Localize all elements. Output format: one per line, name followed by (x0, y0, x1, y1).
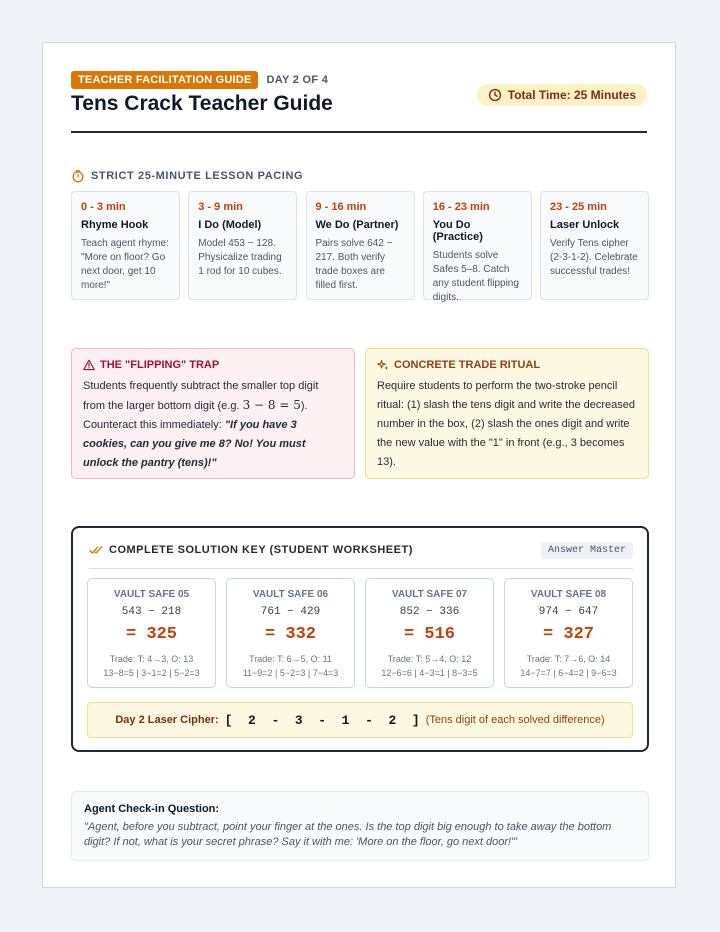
safe-trade (88, 652, 215, 680)
phase-time: 9 - 16 min (315, 201, 367, 213)
phase-desc: Verify Tens cipher (2-3-1-2). Celebrate successful trades! (550, 238, 638, 277)
trap-heading (83, 359, 343, 371)
pacing-timeline (71, 191, 649, 303)
safe-problem: 852 − 336 (399, 606, 460, 618)
phase-desc: Model 453 − 128. Physicalize trading 1 rod for 10 cubes. (198, 238, 282, 277)
vault-safe-card (504, 578, 633, 688)
pacing-card (188, 191, 297, 300)
answer-master-tag: Answer Master (541, 542, 633, 559)
vault-safe-card (87, 578, 216, 688)
trade-steps: 11−9=2 | 5−2=3 | 7−4=3 (242, 668, 339, 678)
phase-name: I Do (Model) (198, 219, 262, 231)
ritual-heading (377, 359, 637, 371)
sparkle-icon (377, 359, 389, 371)
solution-key-heading (89, 544, 413, 556)
pacing-title: STRICT 25-MINUTE LESSON PACING (91, 170, 304, 182)
phase-name: You Do (Practice) (432, 219, 483, 243)
check-in-question: "Agent, before you subtract, point your finger at the ones. Is the top digit big enough to take away the bottom digit? If not, what is your secret phrase? Say it with me: 'More on the floor, go next door!'" (84, 821, 612, 848)
trap-text-2: ). Counteract this immediately: (83, 400, 308, 431)
safe-answer: = 516 (403, 625, 455, 644)
phase-name: Laser Unlock (550, 219, 620, 231)
trap-math: 3 − 8 = 5 (242, 398, 301, 412)
page-title: Tens Crack Teacher Guide (71, 92, 333, 115)
phase-time: 0 - 3 min (81, 201, 126, 213)
safe-problem: 761 − 429 (260, 606, 321, 618)
pacing-card (423, 191, 532, 303)
trap-text-1: Students frequently subtract the smaller top digit from the larger bottom digit (e.g. (83, 380, 319, 412)
total-time-label: Total Time: 25 Minutes (507, 88, 636, 102)
trade-line: Trade: T: 5→4, O: 12 (387, 654, 472, 664)
check-in-label: Agent Check-in Question: (84, 803, 220, 815)
trade-steps: 13−8=5 | 3−1=2 | 5−2=3 (103, 668, 200, 678)
safe-answer: = 325 (125, 625, 177, 644)
trade-steps: 12−6=6 | 4−3=1 | 8−3=5 (381, 668, 478, 678)
vault-safe-card (365, 578, 494, 688)
trap-quote: "If you have 3 cookies, can you give me 8? No! You must unlock the pantry (tens)!" (83, 419, 306, 469)
phase-time: 16 - 23 min (432, 201, 490, 213)
safe-name: VAULT SAFE 07 (391, 589, 468, 600)
flipping-trap-callout (71, 348, 355, 479)
page-header (71, 71, 647, 133)
cipher-code: [ 2 - 3 - 1 - 2 ] (224, 712, 420, 728)
guide-page (42, 42, 676, 888)
safe-problem: 543 − 218 (121, 606, 182, 618)
total-time-pill (477, 84, 647, 106)
pacing-card (540, 191, 649, 300)
vault-safe-card (226, 578, 355, 688)
safe-answer: = 327 (542, 625, 594, 644)
pacing-card (306, 191, 415, 300)
phase-time: 3 - 9 min (198, 201, 243, 213)
clock-icon (488, 88, 502, 102)
phase-desc: Students solve Safes 5–8. Catch any student flipping digits. (432, 250, 519, 303)
cipher-label: Day 2 Laser Cipher: (115, 714, 219, 726)
safe-trade (366, 652, 493, 680)
vault-safes (87, 578, 633, 688)
safe-problem: 974 − 647 (538, 606, 599, 618)
safe-name: VAULT SAFE 05 (113, 589, 190, 600)
trade-line: Trade: T: 7→6, O: 14 (526, 654, 611, 664)
guide-type-badge: TEACHER FACILITATION GUIDE (71, 71, 258, 89)
phase-desc: Pairs solve 642 − 217. Both verify trade boxes are filled first. (315, 238, 393, 291)
trade-line: Trade: T: 6→5, O: 11 (249, 654, 332, 664)
safe-name: VAULT SAFE 08 (530, 589, 607, 600)
phase-time: 23 - 25 min (550, 201, 607, 213)
header-meta (71, 71, 328, 89)
stopwatch-icon (71, 169, 85, 183)
pacing-card (71, 191, 180, 300)
key-divider (89, 568, 633, 569)
trade-steps: 14−7=7 | 6−4=2 | 9−6=3 (520, 668, 617, 678)
cipher-note: (Tens digit of each solved difference) (425, 714, 605, 726)
safe-name: VAULT SAFE 06 (252, 589, 329, 600)
ritual-title: CONCRETE TRADE RITUAL (394, 359, 541, 371)
ritual-body: Require students to perform the two-stroke pencil ritual: (1) slash the tens digit and write the decreased number in the box, (2) slash the ones digit and write the new value with the "1" in front (e.g., 3 becomes 13). (377, 380, 636, 468)
phase-name: We Do (Partner) (315, 219, 399, 231)
phase-desc: Teach agent rhyme: "More on floor? Go next door, get 10 more!" (81, 238, 169, 291)
warning-icon (83, 359, 95, 371)
solution-key-title: COMPLETE SOLUTION KEY (STUDENT WORKSHEET) (109, 544, 413, 556)
trade-line: Trade: T: 4→3, O: 13 (109, 654, 194, 664)
phase-name: Rhyme Hook (81, 219, 149, 231)
day-indicator: DAY 2 OF 4 (266, 74, 329, 86)
pacing-section-title (71, 169, 303, 183)
check-in-box (71, 791, 649, 861)
safe-trade (227, 652, 354, 680)
safe-answer: = 332 (264, 625, 316, 644)
laser-cipher-bar (87, 702, 633, 738)
safe-trade (505, 652, 632, 680)
trade-ritual-callout (365, 348, 649, 479)
trap-body (83, 377, 343, 473)
double-check-icon (89, 545, 103, 555)
trap-title: THE "FLIPPING" TRAP (100, 359, 220, 371)
solution-key-panel (71, 526, 649, 752)
